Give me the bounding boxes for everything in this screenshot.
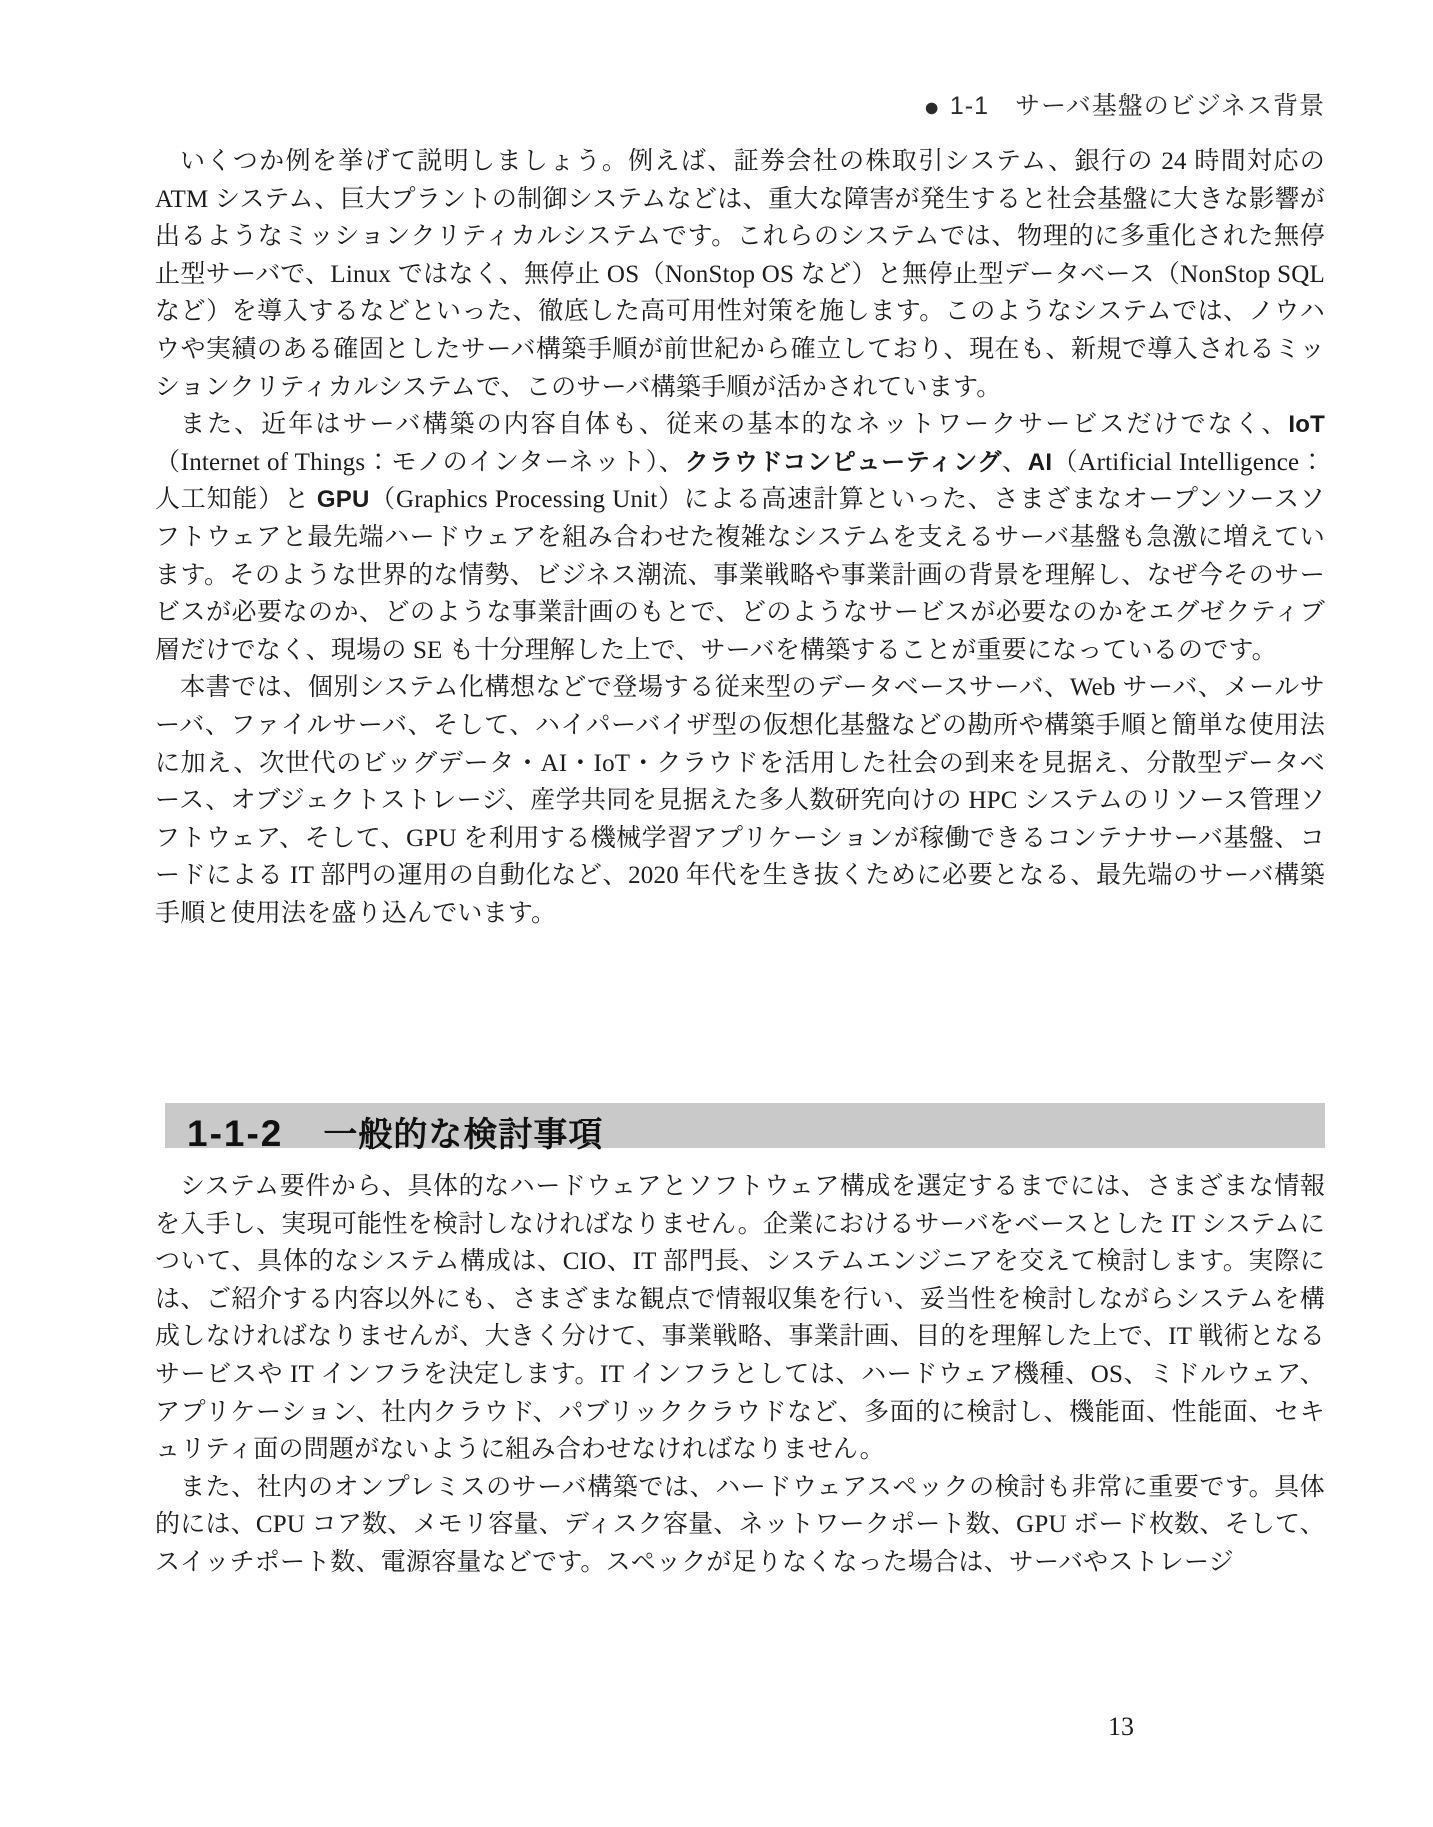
section-number: 1-1-2 xyxy=(187,1113,284,1154)
text-run: いくつか例を挙げて説明しましょう。例えば、証券会社の株取引システム、銀行の 24 時間対応の ATM システム、巨大プラントの制御システムなどは、重大な障害が発生すると社会基盤に大きな影響が出るようなミッションクリティカルシステムです。これらのシステムでは、物理的に多重化された無停止型サーバで、Linux ではなく、無停止 OS（NonStop OS など）と無停止型データベース（NonStop SQL など）を導入するなどといった、徹底した高可用性対策を施します。このようなシステムでは、ノウハウや実績のある確固としたサーバ構築手順が前世紀から確立しており、現在も、新規で導入されるミッションクリティカルシステムで、このサーバ構築手順が活かされています。 xyxy=(155,148,1325,401)
section-bullet-icon: ● xyxy=(923,92,941,122)
section-heading xyxy=(187,1112,603,1161)
body-paragraph xyxy=(155,143,1325,406)
text-run: システム要件から、具体的なハードウェアとソフトウェア構成を選定するまでには、さまざまな情報を入手し、実現可能性を検討しなければなりません。企業におけるサーバをベースとした IT システムについて、具体的なシステム構成は、CIO、IT 部門長、システムエンジニアを交えて検討します。実際には、ご紹介する内容以外にも、さまざまな観点で情報収集を行い、妥当性を検討しながらシステムを構成しなければなりませんが、大きく分けて、事業戦略、事業計画、目的を理解した上で、IT 戦術となるサービスや IT インフラを決定します。IT インフラとしては、ハードウェア機種、OS、ミドルウェア、アプリケーション、社内クラウド、パブリッククラウドなど、多面的に検討し、機能面、性能面、セキュリティ面の問題がないように組み合わせなければなりません。 xyxy=(155,1173,1325,1464)
text-run: 、 xyxy=(1002,448,1028,476)
text-run: （Graphics Processing Unit）による高速計算といった、さまざまなオープンソースソフトウェアと最先端ハードウェアを組み合わせた複雑なシステムを支えるサーバ基盤も急激に増えています。そのような世界的な情勢、ビジネス潮流、事業戦略や事業計画の背景を理解し、なぜ今そのサービスが必要なのか、どのような事業計画のもとで、どのようなサービスが必要なのかをエグゼクティブ層だけでなく、現場の SE も十分理解した上で、サーバを構築することが重要になっているのです。 xyxy=(155,486,1325,664)
text-run: （Internet of Things：モノのインターネット）、 xyxy=(155,448,685,476)
body-paragraph xyxy=(155,406,1325,669)
body-paragraph xyxy=(155,669,1325,932)
page-number: 13 xyxy=(1108,1712,1134,1741)
text-run: また、近年はサーバ構築の内容自体も、従来の基本的なネットワークサービスだけでなく、 xyxy=(180,411,1289,439)
running-header xyxy=(155,86,1325,123)
body-paragraph xyxy=(155,1168,1325,1469)
text-run: 本書では、個別システム化構想などで登場する従来型のデータベースサーバ、Web サーバ、メールサーバ、ファイルサーバ、そして、ハイパーバイザ型の仮想化基盤などの勘所や構築手順と簡単な使用法に加え、次世代のビッグデータ・AI・IoT・クラウドを活用した社会の到来を見据え、分散型データベース、オブジェクトストレージ、産学共同を見据えた多人数研究向けの HPC システムのリソース管理ソフトウェア、そして、GPU を利用する機械学習アプリケーションが稼働できるコンテナサーバ基盤、コードによる IT 部門の運用の自動化など、2020 年代を生き抜くために必要となる、最先端のサーバ構築手順と使用法を盛り込んでいます。 xyxy=(155,674,1325,927)
running-header-text: 1-1 サーバ基盤のビジネス背景 xyxy=(949,92,1325,120)
paragraphs-before-heading xyxy=(155,143,1325,932)
keyword-bold: GPU xyxy=(316,486,370,514)
keyword-bold: クラウドコンピューティング xyxy=(684,448,1003,476)
section-heading-bar xyxy=(165,1103,1325,1154)
text-run: また、社内のオンプレミスのサーバ構築では、ハードウェアスペックの検討も非常に重要です。具体的には、CPU コア数、メモリ容量、ディスク容量、ネットワークポート数、GPU ボード枚数、そして、スイッチポート数、電源容量などです。スペックが足りなくなった場合は、サーバやストレージ xyxy=(155,1473,1325,1576)
body-paragraph xyxy=(155,1469,1325,1582)
keyword-bold: IoT xyxy=(1288,411,1325,439)
paragraphs-after-heading xyxy=(155,1168,1325,1582)
keyword-bold: AI xyxy=(1027,448,1053,476)
text-run: （Artificial Intelligence：人工知能）と xyxy=(155,448,1325,514)
section-title: 一般的な検討事項 xyxy=(323,1116,604,1154)
